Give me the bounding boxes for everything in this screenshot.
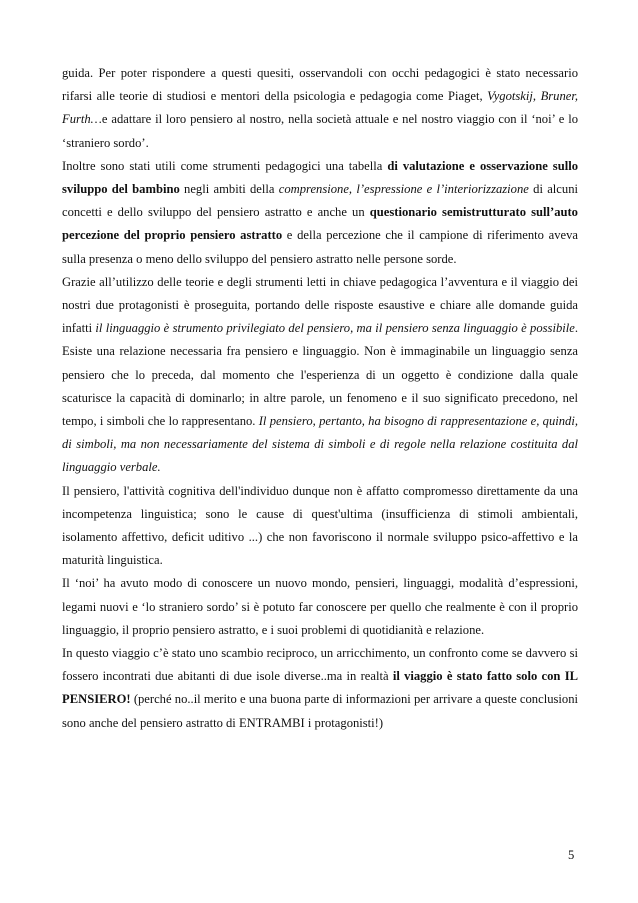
text-run: guida. Per poter rispondere a questi quesiti, osservandoli con occhi pedagogici è stato necessario rifarsi alle teorie di studiosi e mentori della psicologia e pedagogia come Piaget, <box>62 66 578 104</box>
paragraph-noi <box>62 572 578 642</box>
text-run: Grazie all’utilizzo delle teorie e degli strumenti letti in chiave pedagogica l’avventura e il viaggio dei nostri due protagonisti è proseguita, portando delle risposte esaustive e chiare alle domande guida infatti <box>62 274 578 336</box>
text-run-italic: Vygotskij, Bruner, Furth… <box>62 89 578 127</box>
paragraph-methods-intro <box>62 62 578 155</box>
text-run-italic: Il pensiero, pertanto, ha bisogno di rappresentazione e, quindi, di simboli, ma non necessariamente del sistema di simboli e di regole nella relazione costituita dal linguaggio verbale. <box>62 414 578 475</box>
text-run: Il ‘noi’ ha avuto modo di conoscere un nuovo mondo, pensieri, linguaggi, modalità d’espressioni, legami nuovi e ‘lo straniero sordo’ si è potuto far conoscere per quello che realmente è con il proprio linguaggio, il proprio pensiero astratto, e i suoi problemi di quotidianità e relazione. <box>62 576 578 637</box>
text-run: negli ambiti della <box>179 182 279 197</box>
text-run: . Esiste una relazione necessaria fra pensiero e linguaggio. Non è immaginabile un linguaggio senza pensiero che lo preceda, dal momento che l'esperienza di un oggetto è condizione dalla quale scaturisce la capacità di dominarlo; in altre parole, un fenomeno e il suo significato precedono, nel tempo, i simboli che lo rappresentano. <box>62 321 578 429</box>
text-run: (perché no..il merito e una buona parte di informazioni per arrivare a queste conclusioni sono anche del pensiero astratto di ENTRAMBI i protagonisti!) <box>62 692 578 730</box>
text-run: di alcuni concetti e dello sviluppo del pensiero astratto e anche un <box>62 182 578 220</box>
text-run: e adattare il loro pensiero al nostro, nella società attuale e nel nostro viaggio con il ‘noi’ e lo ‘straniero sordo’. <box>62 112 578 150</box>
text-run: Il pensiero, l'attività cognitiva dell'individuo dunque non è affatto compromesso direttamente da una incompetenza linguistica; sono le cause di quest'ultima (insufficienza di stimoli ambientali, isolamento affettivo, deficit uditivo ...) che non favoriscono il normale sviluppo psico-affettivo e la maturità linguistica. <box>62 483 578 568</box>
text-run-italic: il linguaggio è strumento privilegiato del pensiero, ma il pensiero senza linguaggio è possibile <box>95 321 575 336</box>
paragraph-cognition <box>62 480 578 573</box>
paragraph-conclusion <box>62 642 578 735</box>
text-run-bold: il viaggio è stato fatto solo con IL PENSIERO! <box>62 669 579 707</box>
text-run-bold: questionario semistrutturato sull’auto percezione del proprio pensiero astratto <box>62 205 578 243</box>
text-run: In questo viaggio c’è stato uno scambio reciproco, un arricchimento, un confronto come se davvero si fossero incontrati due abitanti di due isole diverse..ma in realtà <box>62 646 578 684</box>
text-run: e della percezione che il campione di riferimento aveva sulla presenza o meno dello sviluppo del pensiero astratto nelle persone sorde. <box>62 228 578 266</box>
paragraph-instruments <box>62 155 578 271</box>
page-number: 5 <box>568 848 575 862</box>
paragraph-language-thought <box>62 271 578 480</box>
text-run-italic: comprensione, l’espressione e l’interiorizzazione <box>278 182 529 197</box>
text-run: Inoltre sono stati utili come strumenti pedagogici una tabella <box>62 158 388 173</box>
text-run-bold: di valutazione e osservazione sullo sviluppo del bambino <box>62 158 578 197</box>
document-body <box>62 62 578 735</box>
